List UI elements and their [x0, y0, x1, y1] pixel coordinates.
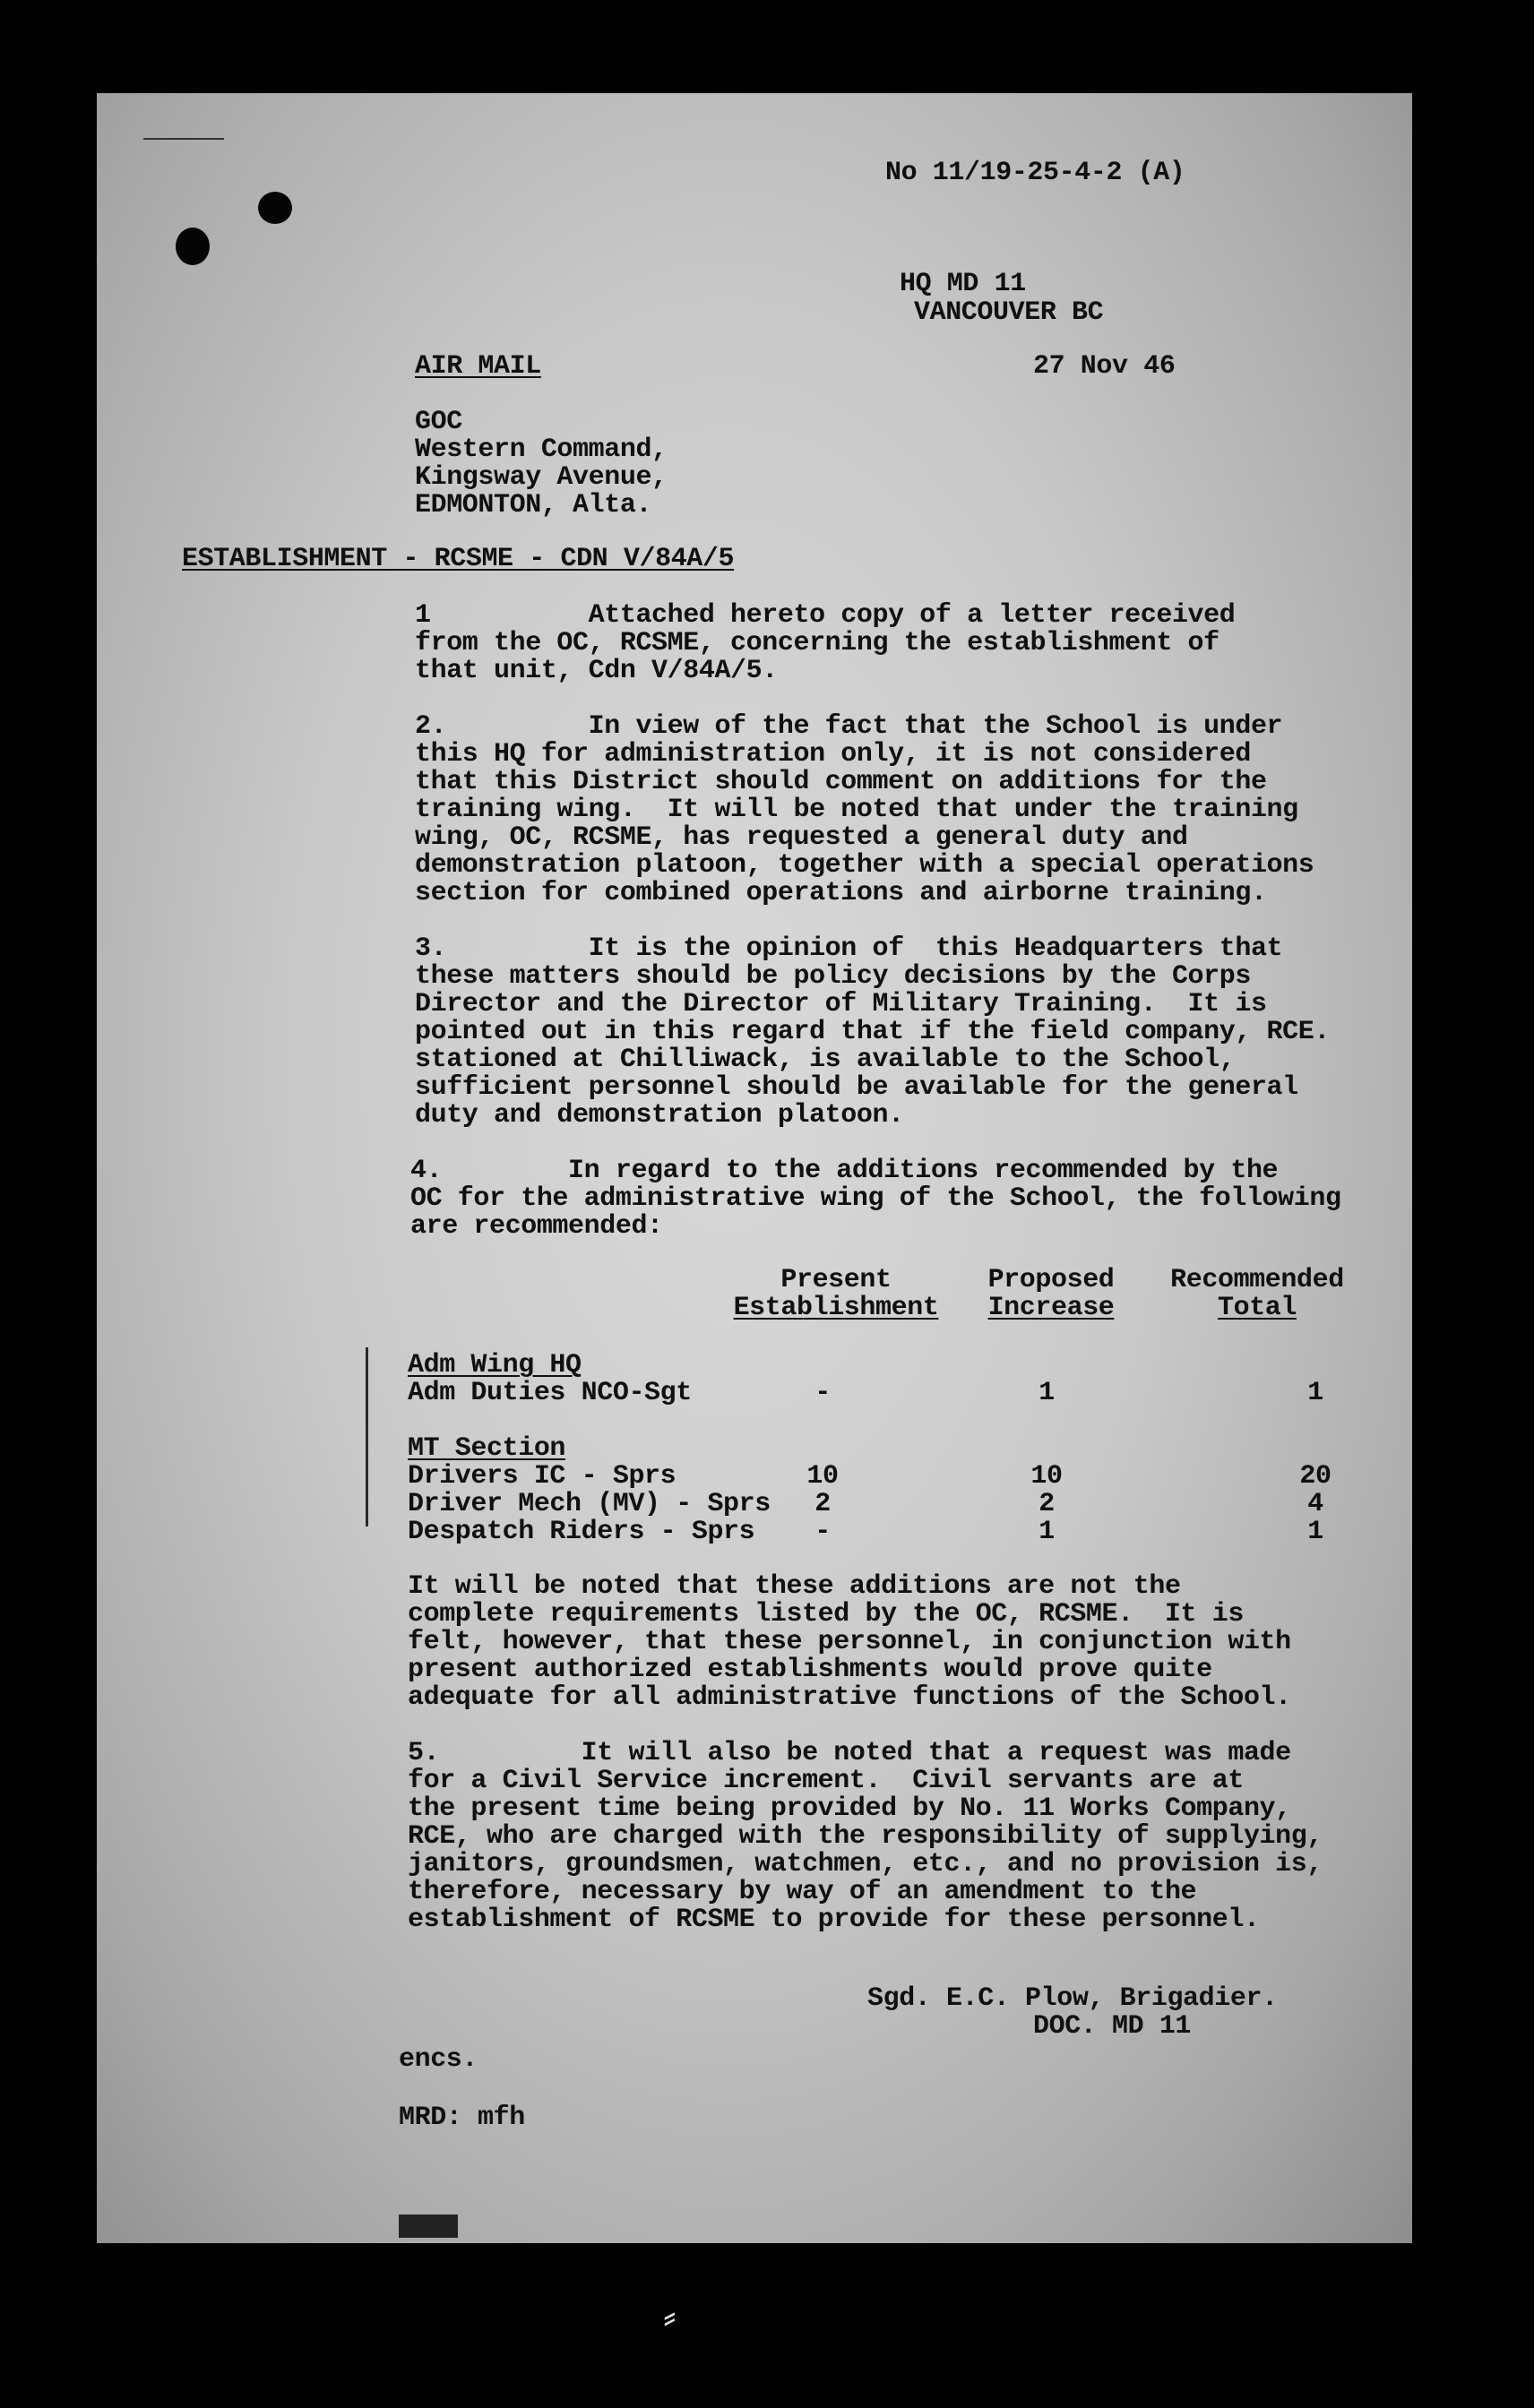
paragraph-5-line: establishment of RCSME to provide for these personnel. [408, 1905, 1260, 1935]
paragraph-3-line: 3. It is the opinion of this Headquarters that [415, 933, 1283, 964]
paragraph-4-note-line: present authorized establishments would prove quite [408, 1655, 1212, 1685]
paragraph-4-line: are recommended: [410, 1211, 663, 1242]
paragraph-1-line: 1 Attached hereto copy of a letter received [415, 600, 1236, 631]
paragraph-2-line: wing, OC, RCSME, has requested a general duty and [415, 822, 1188, 853]
row-name: Adm Duties NCO-Sgt [408, 1378, 692, 1408]
paragraph-5-line: the present time being provided by No. 11 Works Company, [408, 1793, 1291, 1824]
row-total: 1 [1307, 1378, 1323, 1408]
paragraph-4-line: 4. In regard to the additions recommended by the [410, 1156, 1279, 1186]
letter-date: 27 Nov 46 [1033, 351, 1176, 382]
paragraph-5-line: RCE, who are charged with the responsibility of supplying, [408, 1821, 1323, 1852]
header-recommended-total: Total [1217, 1293, 1297, 1323]
paragraph-2-line: this HQ for administration only, it is not considered [415, 739, 1251, 770]
punch-hole [258, 192, 292, 224]
paragraph-1-line: from the OC, RCSME, concerning the establishment of [415, 628, 1219, 658]
row-present: - [814, 1378, 831, 1408]
recipient-line: EDMONTON, Alta. [415, 490, 652, 520]
paragraph-5-line: janitors, groundsmen, watchmen, etc., and no provision is, [408, 1849, 1323, 1879]
punch-hole [176, 228, 210, 265]
paragraph-3-line: sufficient personnel should be available for the general [415, 1072, 1298, 1103]
row-increase: 2 [1038, 1489, 1055, 1519]
paragraph-3-line: stationed at Chilliwack, is available to the School, [415, 1045, 1236, 1075]
signature-line: Sgd. E.C. Plow, Brigadier. [867, 1983, 1278, 2014]
recipient-line: Kingsway Avenue, [415, 462, 668, 493]
paragraph-3-line: duty and demonstration platoon. [415, 1100, 904, 1131]
document-page [97, 93, 1412, 2243]
paragraph-2-line: section for combined operations and airborne training. [415, 878, 1267, 908]
paragraph-3-line: these matters should be policy decisions by the Corps [415, 961, 1251, 992]
row-total: 20 [1299, 1461, 1331, 1492]
header-proposed: Proposed [987, 1265, 1115, 1295]
paragraph-5-line: therefore, necessary by way of an amendment to the [408, 1877, 1197, 1907]
row-increase: 1 [1038, 1517, 1055, 1547]
paragraph-2-line: 2. In view of the fact that the School is under [415, 711, 1283, 742]
row-total: 4 [1307, 1489, 1323, 1519]
row-name: Despatch Riders - Sprs [408, 1517, 755, 1547]
mail-type: AIR MAIL [415, 351, 541, 382]
paragraph-4-line: OC for the administrative wing of the School, the following [410, 1183, 1341, 1214]
paragraph-5-line: for a Civil Service increment. Civil servants are at [408, 1766, 1244, 1796]
sender-city: VANCOUVER BC [914, 297, 1104, 328]
subject-line: ESTABLISHMENT - RCSME - CDN V/84A/5 [182, 544, 735, 574]
header-proposed-increase: Increase [987, 1293, 1115, 1323]
margin-pencil-line [366, 1347, 368, 1526]
header-present: Present [780, 1265, 892, 1295]
row-present: 2 [814, 1489, 831, 1519]
recipient-line: GOC [415, 407, 462, 437]
row-increase: 1 [1038, 1378, 1055, 1408]
pencil-mark [143, 138, 224, 140]
paragraph-2-line: training wing. It will be noted that under the training [415, 795, 1298, 825]
file-number: No 11/19-25-4-2 (A) [885, 158, 1185, 188]
enclosures: encs. [399, 2044, 478, 2075]
row-present: 10 [806, 1461, 839, 1492]
paragraph-4-note-line: It will be noted that these additions are not the [408, 1571, 1181, 1602]
paragraph-3-line: pointed out in this regard that if the field company, RCE. [415, 1017, 1330, 1047]
row-present: - [814, 1517, 831, 1547]
redaction-mark [399, 2214, 458, 2238]
paragraph-3-line: Director and the Director of Military Training. It is [415, 989, 1267, 1019]
header-present-establishment: Establishment [733, 1293, 939, 1323]
film-frame-mark: ⸗ [663, 2293, 677, 2339]
section-heading-adm: Adm Wing HQ [408, 1350, 582, 1380]
row-increase: 10 [1030, 1461, 1063, 1492]
reference-initials: MRD: mfh [399, 2103, 525, 2133]
row-name: Driver Mech (MV) - Sprs [408, 1489, 771, 1519]
paragraph-4-note-line: felt, however, that these personnel, in conjunction with [408, 1627, 1291, 1657]
recipient-line: Western Command, [415, 434, 668, 465]
section-heading-mt: MT Section [408, 1433, 566, 1464]
row-total: 1 [1307, 1517, 1323, 1547]
paragraph-2-line: demonstration platoon, together with a special operations [415, 850, 1314, 881]
paragraph-5-line: 5. It will also be noted that a request was made [408, 1738, 1291, 1768]
paragraph-4-note-line: complete requirements listed by the OC, RCSME. It is [408, 1599, 1244, 1630]
paragraph-4-note-line: adequate for all administrative functions of the School. [408, 1682, 1291, 1713]
signature-title: DOC. MD 11 [1033, 2011, 1192, 2042]
row-name: Drivers IC - Sprs [408, 1461, 677, 1492]
paragraph-1-line: that unit, Cdn V/84A/5. [415, 656, 778, 686]
sender-hq: HQ MD 11 [900, 269, 1026, 299]
paragraph-2-line: that this District should comment on additions for the [415, 767, 1267, 797]
header-recommended: Recommended [1170, 1265, 1344, 1295]
